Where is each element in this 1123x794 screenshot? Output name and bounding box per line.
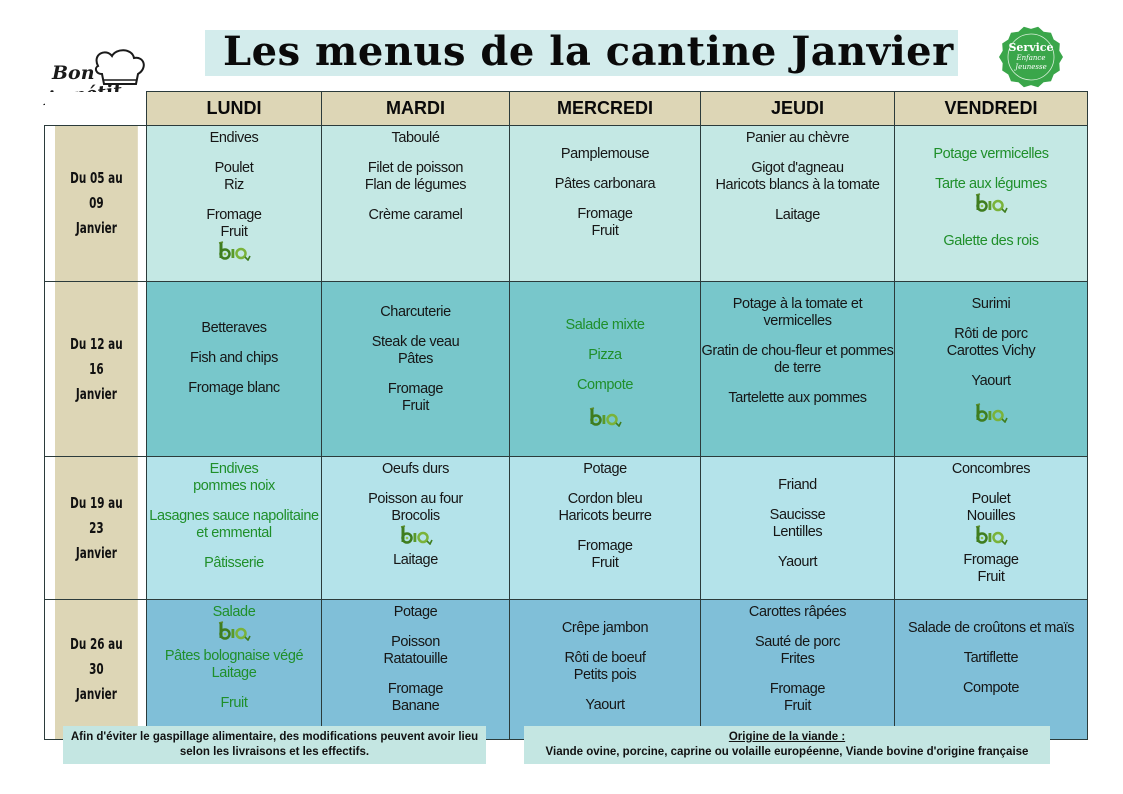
menu-course-group xyxy=(701,604,894,621)
menu-item: Pizza xyxy=(588,347,622,363)
menu-item: Pâtes bolognaise végé xyxy=(164,648,304,664)
menu-item: Potage vermicelles xyxy=(933,146,1049,162)
week-label xyxy=(54,600,138,740)
menu-course-group xyxy=(510,650,700,684)
menu-item: Poisson xyxy=(391,634,440,650)
menu-course-group xyxy=(701,343,894,377)
menu-cell-mardi xyxy=(322,282,510,457)
menu-item: Fruit xyxy=(591,223,619,239)
menu-cell-mercredi xyxy=(510,457,701,600)
menu-item: Fromage xyxy=(963,552,1019,568)
menu-item: Endives xyxy=(209,461,259,477)
menu-item: Brocolis xyxy=(391,508,440,524)
menu-course-group xyxy=(895,146,1087,163)
menu-course-group xyxy=(895,373,1087,390)
meat-origin-text: Viande ovine, porcine, caprine ou volaille européenne, Viande bovine d'origine française xyxy=(545,746,1029,758)
menu-item: Frites xyxy=(780,651,815,667)
day-header-mardi: MARDI xyxy=(322,92,510,126)
logo-bon-text: Bon xyxy=(52,62,95,84)
menu-course-group xyxy=(701,681,894,715)
menu-course-group xyxy=(510,377,700,394)
day-header-mercredi: MERCREDI xyxy=(510,92,701,126)
menu-course-group xyxy=(510,697,700,714)
page-title: Les menus de la cantine Janvier xyxy=(223,28,954,75)
bio-label-icon xyxy=(895,403,1087,430)
menu-course-group xyxy=(895,461,1087,478)
seal-line-3: Jeunesse xyxy=(1015,63,1047,71)
menu-cell-mardi xyxy=(322,126,510,282)
menu-item: Tartiflette xyxy=(963,650,1019,666)
menu-course-group xyxy=(895,233,1087,250)
menu-item: Fromage blanc xyxy=(188,380,280,396)
menu-item: Taboulé xyxy=(391,130,440,146)
week-month: Janvier xyxy=(74,543,117,562)
menu-item: Rôti de porc xyxy=(954,326,1028,342)
menu-item: Fruit xyxy=(220,224,248,240)
menu-course-group xyxy=(322,604,509,621)
menu-course-group xyxy=(322,491,509,569)
menu-course-group xyxy=(322,634,509,668)
menu-item: Galette des rois xyxy=(943,233,1039,249)
menu-course-group xyxy=(147,207,321,268)
bio-label-icon xyxy=(147,241,321,268)
menu-item: Filet de poisson xyxy=(367,160,464,176)
menu-item: Haricots beurre xyxy=(558,508,652,524)
menu-course-group xyxy=(701,130,894,147)
menu-item: Yaourt xyxy=(777,554,818,570)
menu-item: Potage xyxy=(583,461,627,477)
menu-item: Fish and chips xyxy=(190,350,278,366)
menu-course-group xyxy=(322,381,509,415)
menu-item: Fruit xyxy=(401,398,429,414)
menu-item: Laitage xyxy=(775,207,820,223)
menu-course-group xyxy=(895,403,1087,430)
menu-item: Yaourt xyxy=(971,373,1011,389)
menu-item: Crêpe jambon xyxy=(561,620,649,636)
menu-item: Tartelette aux pommes xyxy=(728,390,867,406)
menu-item: Pamplemouse xyxy=(560,146,650,162)
menu-item: Fromage xyxy=(769,681,826,697)
day-header-lundi: LUNDI xyxy=(147,92,322,126)
menu-course-group xyxy=(147,604,321,682)
menu-item: Fruit xyxy=(591,555,619,571)
menu-course-group xyxy=(322,461,509,478)
day-header-vendredi: VENDREDI xyxy=(895,92,1088,126)
menu-item: Fromage xyxy=(206,207,262,223)
menu-course-group xyxy=(701,207,894,224)
menu-course-group xyxy=(147,320,321,337)
menu-item: Potage xyxy=(393,604,438,620)
menu-course-group xyxy=(895,620,1087,637)
menu-cell-vendredi xyxy=(895,600,1088,740)
menu-cell-lundi xyxy=(147,600,322,740)
menu-course-group xyxy=(895,296,1087,313)
menu-course-group xyxy=(510,146,700,163)
bio-label-icon xyxy=(510,407,700,434)
menu-item: Gratin de chou-fleur et pommes de terre xyxy=(701,343,894,376)
menu-cell-mardi xyxy=(322,457,510,600)
menu-item: Cordon bleu xyxy=(567,491,643,507)
menu-course-group xyxy=(510,206,700,240)
menu-course-group xyxy=(701,554,894,571)
menu-cell-vendredi xyxy=(895,126,1088,282)
menu-cell-mardi xyxy=(322,600,510,740)
menu-course-group xyxy=(701,634,894,668)
menu-item: Yaourt xyxy=(585,697,625,713)
menu-cell-lundi xyxy=(147,457,322,600)
menu-course-group xyxy=(510,461,700,478)
menu-item: Banane xyxy=(391,698,440,714)
corner-cell xyxy=(45,92,147,126)
menu-item: Pâtisserie xyxy=(204,555,264,571)
menu-cell-jeudi xyxy=(701,282,895,457)
week-label xyxy=(54,457,138,600)
menu-item: Fromage xyxy=(387,381,444,397)
week-range: Du 19 au 23 xyxy=(69,493,122,537)
week-range: Du 05 au 09 xyxy=(69,169,122,212)
menu-item: Rôti de boeuf xyxy=(564,650,646,666)
week-row xyxy=(45,282,1088,457)
menu-course-group xyxy=(322,207,509,224)
week-label xyxy=(54,126,138,282)
menu-course-group xyxy=(322,334,509,368)
menu-course-group xyxy=(895,680,1087,697)
menu-course-group xyxy=(510,317,700,334)
menu-item: Betteraves xyxy=(201,320,267,336)
menu-course-group xyxy=(147,555,321,572)
menu-item: Compote xyxy=(962,680,1020,696)
menu-item: Lentilles xyxy=(772,524,823,540)
menu-item: Friand xyxy=(778,477,817,493)
menu-course-group xyxy=(322,304,509,321)
week-row xyxy=(45,600,1088,740)
menu-course-group xyxy=(147,695,321,712)
menu-cell-mercredi xyxy=(510,126,701,282)
week-month: Janvier xyxy=(74,685,117,703)
menu-item: Crème caramel xyxy=(368,207,463,223)
menu-cell-lundi xyxy=(147,126,322,282)
menu-course-group xyxy=(322,160,509,194)
menu-item: Carottes Vichy xyxy=(946,343,1036,359)
meat-origin-title: Origine de la viande : xyxy=(728,731,846,743)
menu-course-group xyxy=(701,507,894,541)
menu-table xyxy=(44,91,1088,740)
menu-course-group xyxy=(510,176,700,193)
menu-item: Laitage xyxy=(211,665,257,681)
menu-course-group xyxy=(510,407,700,434)
menu-item: Pâtes carbonara xyxy=(554,176,656,192)
menu-course-group xyxy=(701,390,894,407)
title-banner xyxy=(205,30,958,76)
menu-item: Concombres xyxy=(951,461,1031,477)
menu-item: Saucisse xyxy=(769,507,826,523)
day-header-jeudi: JEUDI xyxy=(701,92,895,126)
menu-course-group xyxy=(510,491,700,525)
menu-course-group xyxy=(701,477,894,494)
menu-cell-vendredi xyxy=(895,282,1088,457)
menu-item: Sauté de porc xyxy=(754,634,841,650)
day-header-row xyxy=(45,92,1088,126)
service-enfance-jeunesse-seal xyxy=(998,25,1064,89)
menu-cell-mercredi xyxy=(510,282,701,457)
bio-label-icon xyxy=(895,193,1087,220)
week-month: Janvier xyxy=(74,219,117,237)
bio-label-icon xyxy=(322,525,509,552)
menu-item: Charcuterie xyxy=(380,304,451,320)
menu-item: Compote xyxy=(576,377,634,393)
menu-item: Flan de légumes xyxy=(364,177,467,193)
menu-course-group xyxy=(510,620,700,637)
bio-label-icon xyxy=(895,525,1087,552)
menu-course-group xyxy=(322,681,509,715)
menu-course-group xyxy=(147,461,321,495)
menu-item: Endives xyxy=(209,130,259,146)
menu-item: Pâtes xyxy=(397,351,434,367)
menu-item: Riz xyxy=(224,177,244,193)
menu-course-group xyxy=(147,380,321,397)
menu-cell-lundi xyxy=(147,282,322,457)
menu-item: Salade mixte xyxy=(565,317,645,333)
week-label xyxy=(54,282,138,457)
week-row xyxy=(45,126,1088,282)
menu-item: Tarte aux légumes xyxy=(935,176,1047,192)
menu-item: pommes noix xyxy=(193,478,275,494)
menu-course-group xyxy=(701,160,894,194)
menu-item: Panier au chèvre xyxy=(745,130,850,146)
menu-item: Carottes râpées xyxy=(748,604,847,620)
bio-label-icon xyxy=(147,621,321,648)
week-month: Janvier xyxy=(74,384,117,403)
menu-item: Haricots blancs à la tomate xyxy=(715,177,880,193)
week-range: Du 26 au 30 xyxy=(69,635,122,678)
menu-item: Poulet xyxy=(971,491,1011,507)
menu-course-group xyxy=(510,347,700,364)
seal-line-1: Service xyxy=(1008,41,1054,54)
menu-course-group xyxy=(147,130,321,147)
menu-item: Fruit xyxy=(977,569,1005,585)
menu-course-group xyxy=(147,160,321,194)
menu-course-group xyxy=(895,491,1087,586)
seal-line-2: Enfance xyxy=(1016,54,1046,62)
week-row xyxy=(45,457,1088,600)
menu-item: Lasagnes sauce napolitaine et emmental xyxy=(149,508,319,541)
menu-item: Ratatouille xyxy=(383,651,448,667)
menu-item: Steak de veau xyxy=(371,334,460,350)
menu-cell-jeudi xyxy=(701,126,895,282)
menu-item: Laitage xyxy=(393,552,438,568)
menu-item: Petits pois xyxy=(573,667,637,683)
menu-cell-jeudi xyxy=(701,600,895,740)
menu-item: Nouilles xyxy=(966,508,1016,524)
menu-course-group xyxy=(895,650,1087,667)
menu-item: Poulet xyxy=(214,160,254,176)
menu-item: Potage à la tomate et vermicelles xyxy=(732,296,863,329)
menu-course-group xyxy=(147,508,321,542)
menu-item: Salade de croûtons et maïs xyxy=(907,620,1075,636)
menu-item: Gigot d'agneau xyxy=(751,160,844,176)
menu-course-group xyxy=(895,176,1087,220)
waste-notice: Afin d'éviter le gaspillage alimentaire, des modifications peuvent avoir lieu selon les livraisons et les effectifs. xyxy=(63,726,486,764)
menu-course-group xyxy=(322,130,509,147)
menu-item: Fromage xyxy=(577,206,633,222)
week-range: Du 12 au 16 xyxy=(69,334,122,378)
menu-item: Fromage xyxy=(577,538,633,554)
menu-item: Fruit xyxy=(220,695,248,711)
menu-item: Fruit xyxy=(783,698,811,714)
menu-cell-vendredi xyxy=(895,457,1088,600)
menu-course-group xyxy=(510,538,700,572)
menu-item: Poisson au four xyxy=(368,491,463,507)
menu-item: Fromage xyxy=(387,681,444,697)
menu-cell-mercredi xyxy=(510,600,701,740)
menu-cell-jeudi xyxy=(701,457,895,600)
menu-item: Salade xyxy=(212,604,256,620)
menu-course-group xyxy=(147,350,321,367)
menu-course-group xyxy=(895,326,1087,360)
menu-course-group xyxy=(701,296,894,330)
meat-origin-notice xyxy=(524,726,1050,764)
menu-item: Surimi xyxy=(971,296,1011,312)
menu-item: Oeufs durs xyxy=(382,461,449,477)
